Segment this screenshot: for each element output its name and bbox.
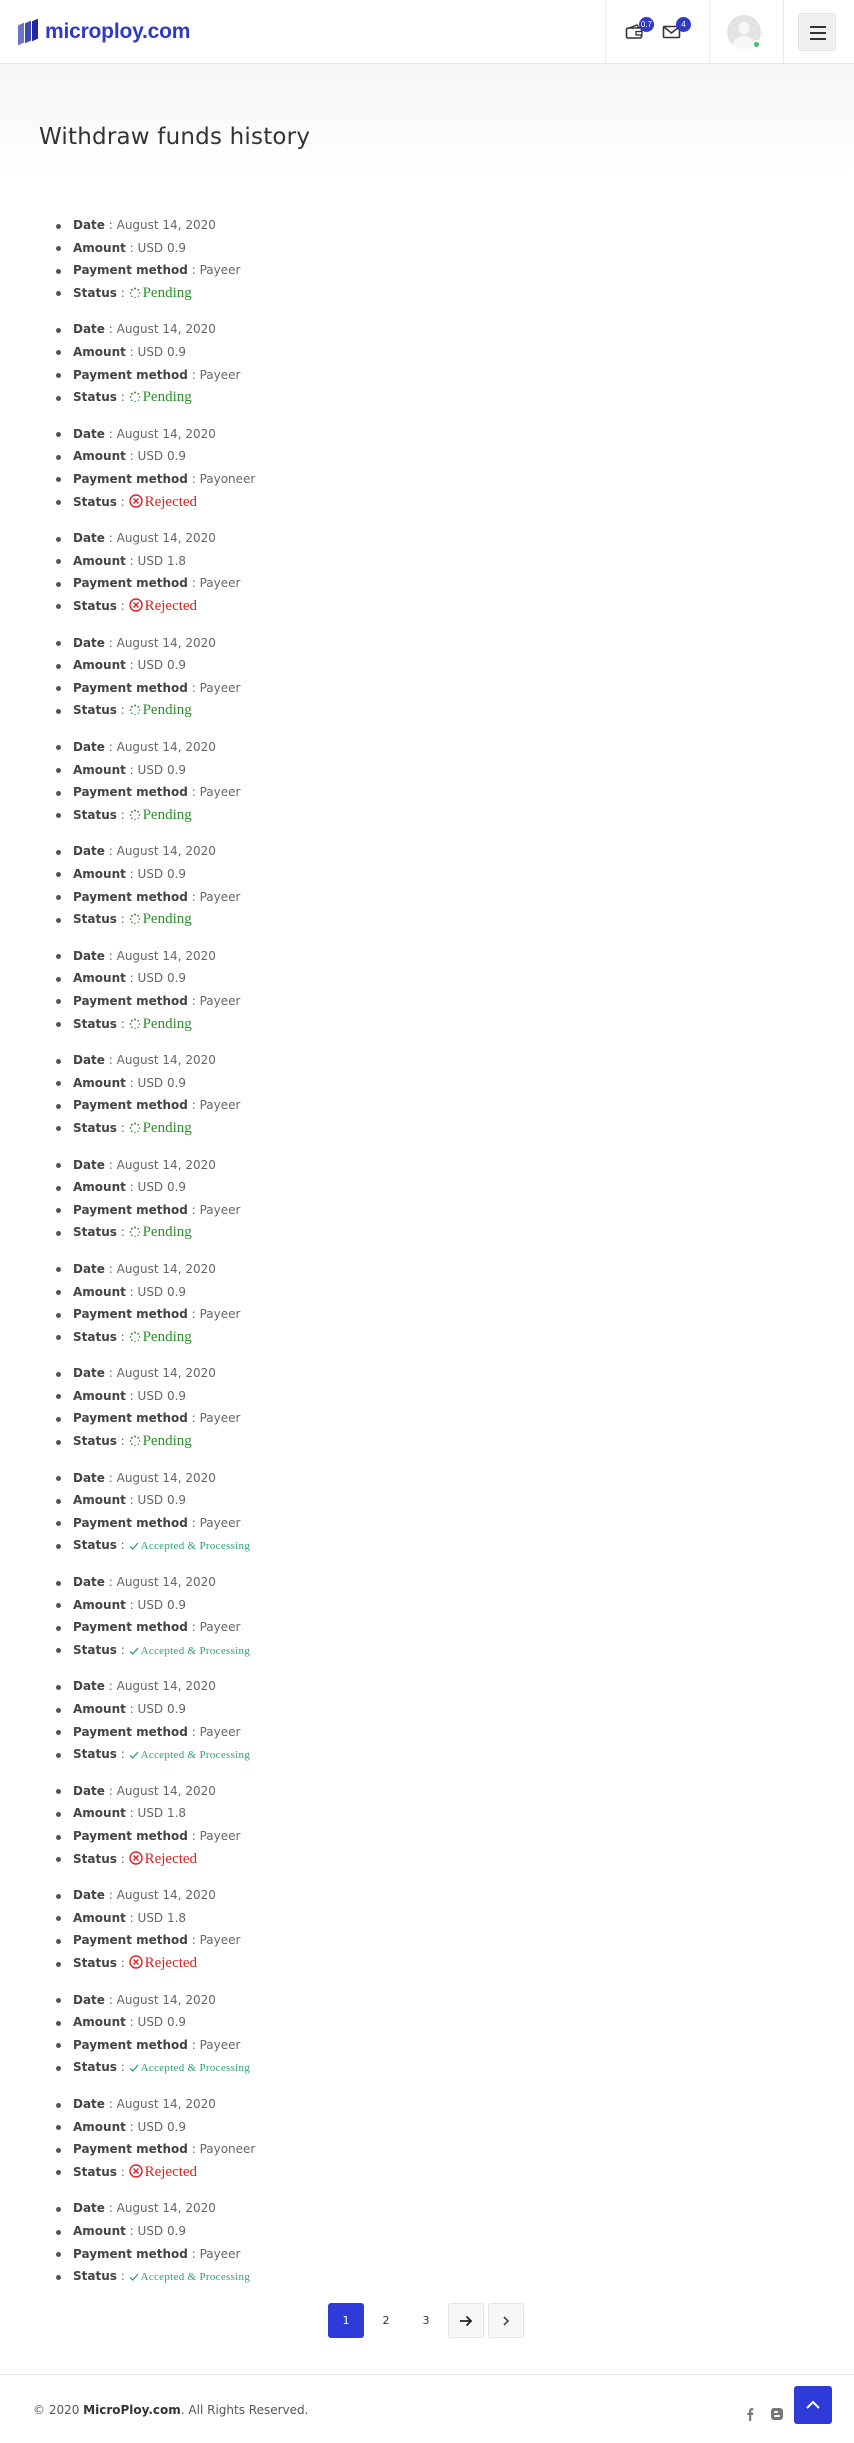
hamburger-menu-button[interactable] [798,13,836,51]
last-page-button[interactable] [488,2303,524,2338]
status-label: Pending [129,911,192,927]
record-payment-method: Payment method : Payeer [56,1721,656,1744]
record-amount: Amount : USD 0.9 [56,967,656,990]
status-label: Rejected [129,1851,197,1867]
status-label: Pending [129,702,192,718]
status-label: Accepted & Processing [129,1540,251,1552]
record-amount: Amount : USD 0.9 [56,2220,656,2243]
record-status: Status : Pending [56,1117,656,1140]
record-amount: Amount : USD 0.9 [56,341,656,364]
withdraw-record [56,2197,656,2301]
record-date: Date : August 14, 2020 [56,736,656,759]
withdraw-record [56,1675,656,1779]
record-payment-method: Payment method : Payeer [56,1199,656,1222]
record-amount: Amount : USD 1.8 [56,1907,656,1930]
status-label: Accepted & Processing [129,2062,251,2074]
withdraw-record [56,1571,656,1675]
status-label: Pending [129,1329,192,1345]
status-label: Rejected [129,2164,197,2180]
record-status: Status : Rejected [56,491,656,514]
spinner-icon [129,1122,141,1134]
times-circle-icon [129,1955,143,1969]
site-name: microploy.com [45,20,191,43]
record-status: Status : Accepted & Processing [56,2056,656,2079]
record-date: Date : August 14, 2020 [56,1675,656,1698]
site-logo[interactable] [18,18,190,46]
record-payment-method: Payment method : Payeer [56,572,656,595]
record-payment-method: Payment method : Payeer [56,1407,656,1430]
record-status: Status : Pending [56,1221,656,1244]
page-title: Withdraw funds history [39,124,311,150]
withdraw-record [56,423,656,527]
record-payment-method: Payment method : Payeer [56,886,656,909]
record-amount: Amount : USD 0.9 [56,445,656,468]
spinner-icon [129,1331,141,1343]
withdraw-record [56,1154,656,1258]
spinner-icon [129,1226,141,1238]
withdraw-record [56,736,656,840]
check-icon [129,1750,139,1760]
record-status: Status : Accepted & Processing [56,1639,656,1662]
blogger-icon[interactable] [770,2407,784,2421]
withdraw-record [56,1258,656,1362]
record-amount: Amount : USD 1.8 [56,550,656,573]
status-label: Accepted & Processing [129,2271,251,2283]
status-label: Accepted & Processing [129,1749,251,1761]
times-circle-icon [129,494,143,508]
arrow-right-icon [459,2315,473,2327]
record-date: Date : August 14, 2020 [56,945,656,968]
online-status-dot [752,40,761,49]
record-date: Date : August 14, 2020 [56,1362,656,1385]
status-label: Pending [129,1120,192,1136]
facebook-icon[interactable] [743,2407,757,2421]
record-payment-method: Payment method : Payeer [56,2034,656,2057]
withdraw-record [56,214,656,318]
record-status: Status : Pending [56,699,656,722]
record-date: Date : August 14, 2020 [56,1258,656,1281]
spinner-icon [129,287,141,299]
withdraw-record [56,318,656,422]
page-3-button[interactable]: 3 [422,2314,430,2327]
record-amount: Amount : USD 0.9 [56,1698,656,1721]
status-label: Pending [129,389,192,405]
status-label: Pending [129,285,192,301]
withdraw-record [56,1467,656,1571]
record-date: Date : August 14, 2020 [56,1884,656,1907]
record-date: Date : August 14, 2020 [56,1989,656,2012]
chevron-right-icon [502,2315,510,2327]
footer [0,2374,854,2443]
messages-count-badge: 4 [676,17,691,32]
record-status: Status : Pending [56,1013,656,1036]
withdraw-record [56,632,656,736]
check-icon [129,1541,139,1551]
check-icon [129,2272,139,2282]
status-label: Pending [129,1016,192,1032]
spinner-icon [129,704,141,716]
record-date: Date : August 14, 2020 [56,318,656,341]
top-navbar [0,0,854,64]
record-date: Date : August 14, 2020 [56,1049,656,1072]
record-date: Date : August 14, 2020 [56,1467,656,1490]
record-status: Status : Accepted & Processing [56,2265,656,2288]
record-amount: Amount : USD 0.9 [56,237,656,260]
record-payment-method: Payment method : Payoneer [56,2138,656,2161]
chevron-up-icon [794,2386,832,2424]
page-2-button[interactable]: 2 [382,2314,390,2327]
header-divider [709,0,710,64]
record-amount: Amount : USD 0.9 [56,759,656,782]
withdraw-record [56,1362,656,1466]
next-page-button[interactable] [448,2303,484,2338]
record-payment-method: Payment method : Payoneer [56,468,656,491]
withdraw-record [56,945,656,1049]
spinner-icon [129,809,141,821]
status-label: Pending [129,1224,192,1240]
status-label: Pending [129,1433,192,1449]
withdraw-record [56,1989,656,2093]
record-date: Date : August 14, 2020 [56,2093,656,2116]
record-status: Status : Rejected [56,2161,656,2184]
record-payment-method: Payment method : Payeer [56,1825,656,1848]
record-status: Status : Pending [56,386,656,409]
record-amount: Amount : USD 0.9 [56,1281,656,1304]
record-date: Date : August 14, 2020 [56,1780,656,1803]
record-payment-method: Payment method : Payeer [56,781,656,804]
record-amount: Amount : USD 0.9 [56,1489,656,1512]
record-date: Date : August 14, 2020 [56,840,656,863]
record-payment-method: Payment method : Payeer [56,1303,656,1326]
record-payment-method: Payment method : Payeer [56,2243,656,2266]
check-icon [129,2063,139,2073]
copyright-text: © 2020 MicroPloy.com. All Rights Reserved. [33,2403,309,2417]
spinner-icon [129,1435,141,1447]
record-payment-method: Payment method : Payeer [56,259,656,282]
record-payment-method: Payment method : Payeer [56,1929,656,1952]
status-label: Pending [129,807,192,823]
record-payment-method: Payment method : Payeer [56,1512,656,1535]
record-payment-method: Payment method : Payeer [56,1616,656,1639]
record-date: Date : August 14, 2020 [56,1571,656,1594]
record-status: Status : Rejected [56,1848,656,1871]
logo-mark-icon [18,21,40,43]
status-label: Rejected [129,1955,197,1971]
header-divider [783,0,784,64]
record-status: Status : Rejected [56,595,656,618]
withdraw-history-list [56,214,656,2302]
spinner-icon [129,1018,141,1030]
record-status: Status : Accepted & Processing [56,1743,656,1766]
withdraw-record [56,527,656,631]
record-payment-method: Payment method : Payeer [56,1094,656,1117]
withdraw-record [56,1780,656,1884]
record-payment-method: Payment method : Payeer [56,990,656,1013]
spinner-icon [129,913,141,925]
times-circle-icon [129,598,143,612]
record-date: Date : August 14, 2020 [56,632,656,655]
wallet-button[interactable] [625,20,652,40]
record-status: Status : Pending [56,804,656,827]
withdraw-record [56,1049,656,1153]
withdraw-record [56,2093,656,2197]
withdraw-record [56,840,656,944]
times-circle-icon [129,2164,143,2178]
spinner-icon [129,391,141,403]
record-status: Status : Accepted & Processing [56,1534,656,1557]
status-label: Rejected [129,494,197,510]
record-amount: Amount : USD 0.9 [56,1594,656,1617]
footer-brand: MicroPloy.com [83,2403,181,2417]
record-status: Status : Pending [56,282,656,305]
record-date: Date : August 14, 2020 [56,214,656,237]
record-date: Date : August 14, 2020 [56,2197,656,2220]
wallet-balance-badge: 0.7 [639,17,654,32]
pagination [328,2303,528,2338]
messages-button[interactable] [662,20,686,40]
record-status: Status : Pending [56,1326,656,1349]
record-amount: Amount : USD 0.9 [56,1072,656,1095]
record-amount: Amount : USD 1.8 [56,1802,656,1825]
withdraw-record [56,1884,656,1988]
record-date: Date : August 14, 2020 [56,423,656,446]
page-1-button[interactable]: 1 [328,2303,364,2338]
record-date: Date : August 14, 2020 [56,1154,656,1177]
times-circle-icon [129,1851,143,1865]
status-label: Rejected [129,598,197,614]
record-date: Date : August 14, 2020 [56,527,656,550]
record-status: Status : Pending [56,908,656,931]
record-amount: Amount : USD 0.9 [56,2011,656,2034]
back-to-top-button[interactable] [794,2386,832,2424]
record-amount: Amount : USD 0.9 [56,1176,656,1199]
record-amount: Amount : USD 0.9 [56,2116,656,2139]
record-amount: Amount : USD 0.9 [56,1385,656,1408]
title-band [0,64,854,174]
record-payment-method: Payment method : Payeer [56,364,656,387]
record-amount: Amount : USD 0.9 [56,863,656,886]
status-label: Accepted & Processing [129,1645,251,1657]
record-amount: Amount : USD 0.9 [56,654,656,677]
record-payment-method: Payment method : Payeer [56,677,656,700]
check-icon [129,1646,139,1656]
header-divider [605,0,606,64]
record-status: Status : Pending [56,1430,656,1453]
record-status: Status : Rejected [56,1952,656,1975]
